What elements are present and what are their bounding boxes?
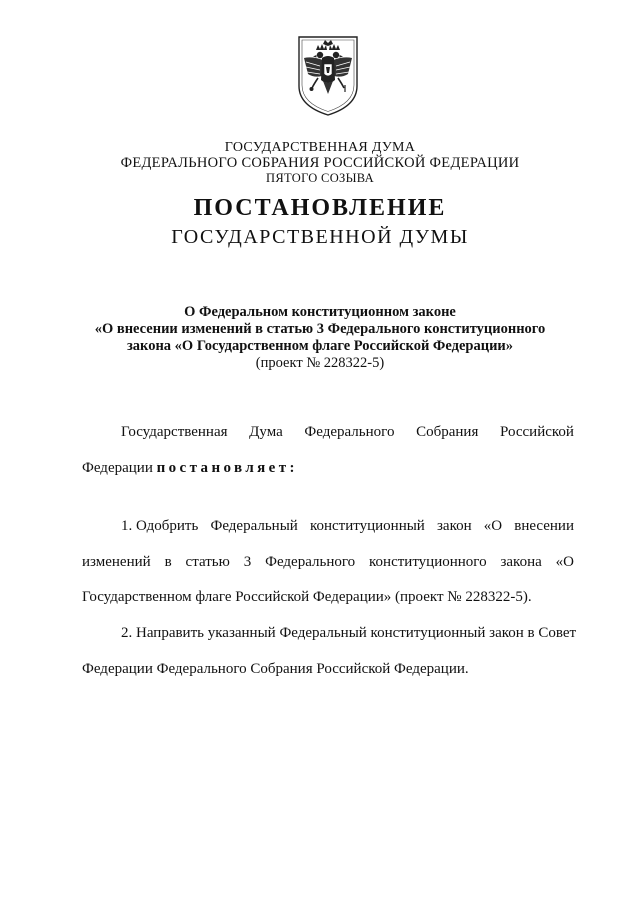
preamble-word: Государственная xyxy=(121,424,228,440)
document-type-title: ПОСТАНОВЛЕНИЕ xyxy=(193,195,447,221)
item-1-word: закона xyxy=(500,554,542,570)
item-1-word: закон xyxy=(436,518,472,534)
item-1-word: 3 xyxy=(243,554,252,570)
document-issuer-title: ГОСУДАРСТВЕННОЙ ДУМЫ xyxy=(171,226,469,248)
preamble-federation-text: Федерации xyxy=(82,460,157,476)
subject-line-2: «О внесении изменений в статью 3 Федерального конституционного xyxy=(94,321,546,337)
preamble-word: Дума xyxy=(249,424,283,440)
subject-project-number: (проект № 228322-5) xyxy=(255,355,385,371)
item-1-word: внесении xyxy=(514,518,574,534)
subject-line-1: О Федеральном конституционном законе xyxy=(184,304,456,320)
item-1-word: 1. Одобрить xyxy=(121,518,199,534)
item-1-line-2 xyxy=(82,554,574,571)
preamble-line-2 xyxy=(82,460,298,477)
item-1-word: в xyxy=(164,554,172,570)
preamble-line-1 xyxy=(121,424,574,441)
item-1-word: конституционного xyxy=(369,554,487,570)
preamble-word: Федерального xyxy=(304,424,395,440)
item-1-word: Федерального xyxy=(265,554,356,570)
item-1-line-3: Государственном флаге Российской Федерации» (проект № 228322-5). xyxy=(82,589,532,605)
preamble-word: Собрания xyxy=(416,424,479,440)
preamble-word: Российской xyxy=(500,424,574,440)
item-1-line-1 xyxy=(121,518,574,535)
item-1-word: «О xyxy=(555,554,574,570)
resolves-word: постановляет: xyxy=(156,460,298,476)
item-1-word: «О xyxy=(483,518,503,534)
item-1-word: Федеральный xyxy=(210,518,298,534)
header-convocation: ПЯТОГО СОЗЫВА xyxy=(266,171,374,185)
item-2-line-2: Федерации Федерального Собрания Российской Федерации. xyxy=(82,661,469,677)
item-1-word: статью xyxy=(185,554,230,570)
item-2-line-1: 2. Направить указанный Федеральный конституционный закон в Совет xyxy=(121,625,577,641)
header-duma-name: ГОСУДАРСТВЕННАЯ ДУМА xyxy=(224,140,416,155)
russian-coat-of-arms-icon xyxy=(296,34,360,118)
item-1-word: изменений xyxy=(82,554,151,570)
header-federal-assembly: ФЕДЕРАЛЬНОГО СОБРАНИЯ РОССИЙСКОЙ ФЕДЕРАЦИИ xyxy=(120,155,520,171)
subject-line-3: закона «О Государственном флаге Российской Федерации» xyxy=(126,338,514,354)
item-1-word: конституционный xyxy=(309,518,425,534)
